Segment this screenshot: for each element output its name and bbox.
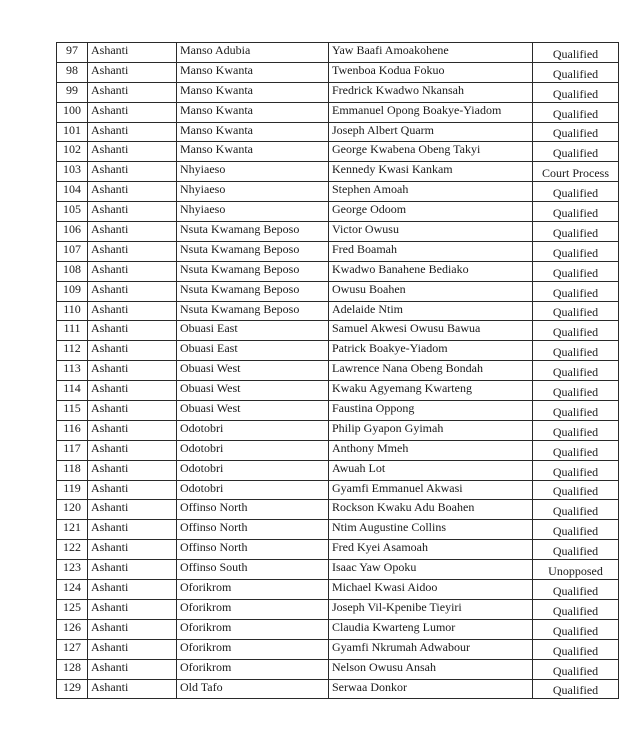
row-number-cell: 115 [57,401,88,421]
constituency-cell: Offinso South [177,560,329,580]
row-number-cell: 114 [57,381,88,401]
table-row [57,162,619,182]
region-cell: Ashanti [88,122,177,142]
table-row [57,361,619,381]
status-cell: Qualified [533,679,619,699]
row-number-cell: 98 [57,62,88,82]
constituency-cell: Manso Kwanta [177,62,329,82]
row-number-cell: 116 [57,420,88,440]
constituency-cell: Manso Kwanta [177,122,329,142]
region-cell: Ashanti [88,659,177,679]
constituency-cell: Obuasi West [177,381,329,401]
table-row [57,639,619,659]
candidate-name-cell: Joseph Vil-Kpenibe Tieyiri [329,599,533,619]
table-row [57,122,619,142]
constituency-cell: Offinso North [177,500,329,520]
table-row [57,500,619,520]
constituency-cell: Nhyiaeso [177,182,329,202]
constituency-cell: Offinso North [177,520,329,540]
candidate-name-cell: Ntim Augustine Collins [329,520,533,540]
region-cell: Ashanti [88,619,177,639]
table-row [57,659,619,679]
constituency-cell: Obuasi West [177,401,329,421]
status-cell: Qualified [533,202,619,222]
row-number-cell: 102 [57,142,88,162]
status-cell: Qualified [533,420,619,440]
candidate-name-cell: Kwaku Agyemang Kwarteng [329,381,533,401]
status-cell: Qualified [533,619,619,639]
row-number-cell: 112 [57,341,88,361]
constituency-cell: Oforikrom [177,580,329,600]
candidate-name-cell: Faustina Oppong [329,401,533,421]
constituency-cell: Obuasi East [177,321,329,341]
status-cell: Qualified [533,440,619,460]
candidate-name-cell: Samuel Akwesi Owusu Bawua [329,321,533,341]
region-cell: Ashanti [88,560,177,580]
candidate-name-cell: Emmanuel Opong Boakye-Yiadom [329,102,533,122]
constituency-cell: Nhyiaeso [177,202,329,222]
region-cell: Ashanti [88,321,177,341]
candidate-name-cell: Philip Gyapon Gyimah [329,420,533,440]
region-cell: Ashanti [88,182,177,202]
candidate-name-cell: Nelson Owusu Ansah [329,659,533,679]
candidate-name-cell: George Kwabena Obeng Takyi [329,142,533,162]
region-cell: Ashanti [88,202,177,222]
row-number-cell: 113 [57,361,88,381]
table-row [57,560,619,580]
constituency-cell: Odotobri [177,480,329,500]
constituency-cell: Nhyiaeso [177,162,329,182]
row-number-cell: 97 [57,43,88,63]
region-cell: Ashanti [88,381,177,401]
region-cell: Ashanti [88,599,177,619]
row-number-cell: 110 [57,301,88,321]
candidate-name-cell: Kwadwo Banahene Bediako [329,261,533,281]
constituency-cell: Manso Kwanta [177,82,329,102]
candidate-name-cell: Fred Boamah [329,241,533,261]
candidate-name-cell: Fred Kyei Asamoah [329,540,533,560]
row-number-cell: 126 [57,619,88,639]
region-cell: Ashanti [88,341,177,361]
status-cell: Qualified [533,500,619,520]
row-number-cell: 117 [57,440,88,460]
table-row [57,43,619,63]
constituency-cell: Obuasi West [177,361,329,381]
candidate-name-cell: Joseph Albert Quarm [329,122,533,142]
candidate-name-cell: Stephen Amoah [329,182,533,202]
row-number-cell: 108 [57,261,88,281]
candidate-name-cell: Michael Kwasi Aidoo [329,580,533,600]
candidates-table [56,42,619,699]
region-cell: Ashanti [88,142,177,162]
table-row [57,460,619,480]
constituency-cell: Oforikrom [177,659,329,679]
status-cell: Court Process [533,162,619,182]
status-cell: Qualified [533,480,619,500]
constituency-cell: Odotobri [177,440,329,460]
constituency-cell: Manso Kwanta [177,102,329,122]
table-row [57,341,619,361]
table-row [57,202,619,222]
region-cell: Ashanti [88,679,177,699]
table-row [57,619,619,639]
table-row [57,480,619,500]
region-cell: Ashanti [88,361,177,381]
constituency-cell: Offinso North [177,540,329,560]
table-row [57,281,619,301]
row-number-cell: 104 [57,182,88,202]
status-cell: Qualified [533,381,619,401]
row-number-cell: 120 [57,500,88,520]
constituency-cell: Nsuta Kwamang Beposo [177,281,329,301]
status-cell: Qualified [533,540,619,560]
status-cell: Qualified [533,241,619,261]
status-cell: Qualified [533,62,619,82]
candidate-name-cell: Anthony Mmeh [329,440,533,460]
status-cell: Qualified [533,261,619,281]
status-cell: Qualified [533,43,619,63]
status-cell: Qualified [533,580,619,600]
table-row [57,540,619,560]
candidate-name-cell: Lawrence Nana Obeng Bondah [329,361,533,381]
table-row [57,420,619,440]
candidate-name-cell: Fredrick Kwadwo Nkansah [329,82,533,102]
status-cell: Qualified [533,401,619,421]
table-row [57,241,619,261]
region-cell: Ashanti [88,162,177,182]
region-cell: Ashanti [88,82,177,102]
constituency-cell: Obuasi East [177,341,329,361]
region-cell: Ashanti [88,540,177,560]
row-number-cell: 123 [57,560,88,580]
constituency-cell: Nsuta Kwamang Beposo [177,261,329,281]
status-cell: Qualified [533,222,619,242]
status-cell: Qualified [533,599,619,619]
candidate-name-cell: Claudia Kwarteng Lumor [329,619,533,639]
table-row [57,401,619,421]
status-cell: Qualified [533,321,619,341]
constituency-cell: Oforikrom [177,619,329,639]
constituency-cell: Old Tafo [177,679,329,699]
candidate-name-cell: Owusu Boahen [329,281,533,301]
constituency-cell: Oforikrom [177,599,329,619]
row-number-cell: 111 [57,321,88,341]
status-cell: Qualified [533,102,619,122]
table-row [57,301,619,321]
region-cell: Ashanti [88,460,177,480]
status-cell: Qualified [533,122,619,142]
candidate-name-cell: Patrick Boakye-Yiadom [329,341,533,361]
constituency-cell: Manso Kwanta [177,142,329,162]
row-number-cell: 119 [57,480,88,500]
row-number-cell: 99 [57,82,88,102]
candidate-name-cell: Yaw Baafi Amoakohene [329,43,533,63]
region-cell: Ashanti [88,639,177,659]
status-cell: Qualified [533,142,619,162]
status-cell: Qualified [533,460,619,480]
region-cell: Ashanti [88,281,177,301]
row-number-cell: 118 [57,460,88,480]
candidate-name-cell: Gyamfi Nkrumah Adwabour [329,639,533,659]
row-number-cell: 128 [57,659,88,679]
candidate-name-cell: Kennedy Kwasi Kankam [329,162,533,182]
region-cell: Ashanti [88,241,177,261]
status-cell: Qualified [533,301,619,321]
constituency-cell: Odotobri [177,420,329,440]
constituency-cell: Nsuta Kwamang Beposo [177,241,329,261]
row-number-cell: 122 [57,540,88,560]
candidate-name-cell: George Odoom [329,202,533,222]
region-cell: Ashanti [88,301,177,321]
status-cell: Qualified [533,520,619,540]
status-cell: Qualified [533,281,619,301]
constituency-cell: Nsuta Kwamang Beposo [177,222,329,242]
region-cell: Ashanti [88,420,177,440]
table-row [57,62,619,82]
row-number-cell: 125 [57,599,88,619]
status-cell: Qualified [533,82,619,102]
region-cell: Ashanti [88,261,177,281]
constituency-cell: Manso Adubia [177,43,329,63]
candidate-name-cell: Rockson Kwaku Adu Boahen [329,500,533,520]
constituency-cell: Odotobri [177,460,329,480]
table-row [57,321,619,341]
status-cell: Unopposed [533,560,619,580]
table-row [57,520,619,540]
table-row [57,102,619,122]
row-number-cell: 109 [57,281,88,301]
region-cell: Ashanti [88,102,177,122]
candidate-name-cell: Twenboa Kodua Fokuo [329,62,533,82]
table-row [57,679,619,699]
row-number-cell: 127 [57,639,88,659]
region-cell: Ashanti [88,401,177,421]
region-cell: Ashanti [88,520,177,540]
region-cell: Ashanti [88,222,177,242]
row-number-cell: 107 [57,241,88,261]
candidate-name-cell: Awuah Lot [329,460,533,480]
status-cell: Qualified [533,182,619,202]
table-row [57,440,619,460]
status-cell: Qualified [533,341,619,361]
region-cell: Ashanti [88,43,177,63]
row-number-cell: 105 [57,202,88,222]
row-number-cell: 103 [57,162,88,182]
candidate-name-cell: Gyamfi Emmanuel Akwasi [329,480,533,500]
row-number-cell: 106 [57,222,88,242]
region-cell: Ashanti [88,480,177,500]
table-row [57,599,619,619]
region-cell: Ashanti [88,62,177,82]
row-number-cell: 124 [57,580,88,600]
table-row [57,142,619,162]
region-cell: Ashanti [88,580,177,600]
region-cell: Ashanti [88,440,177,460]
candidate-name-cell: Isaac Yaw Opoku [329,560,533,580]
row-number-cell: 129 [57,679,88,699]
status-cell: Qualified [533,361,619,381]
constituency-cell: Nsuta Kwamang Beposo [177,301,329,321]
row-number-cell: 101 [57,122,88,142]
region-cell: Ashanti [88,500,177,520]
row-number-cell: 121 [57,520,88,540]
table-row [57,82,619,102]
row-number-cell: 100 [57,102,88,122]
status-cell: Qualified [533,659,619,679]
table-row [57,261,619,281]
table-row [57,182,619,202]
table-row [57,222,619,242]
candidates-table-body [57,43,619,699]
constituency-cell: Oforikrom [177,639,329,659]
candidate-name-cell: Victor Owusu [329,222,533,242]
table-row [57,381,619,401]
candidate-name-cell: Serwaa Donkor [329,679,533,699]
status-cell: Qualified [533,639,619,659]
table-row [57,580,619,600]
candidate-name-cell: Adelaide Ntim [329,301,533,321]
